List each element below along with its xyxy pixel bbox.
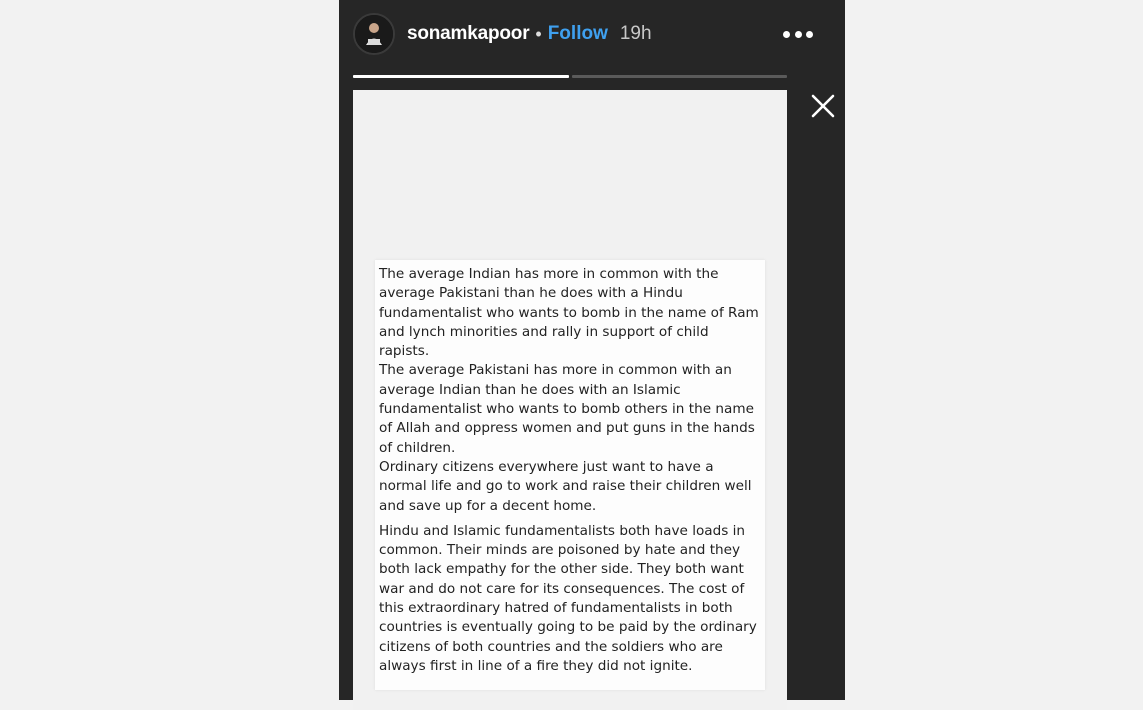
paragraph-2: The average Pakistani has more in common with an average Indian than he does with an Islamic fundamentalist who wants to bomb others in the name of Allah and oppress women and put guns in the hands of children.	[379, 362, 755, 456]
paragraph-4: Hindu and Islamic fundamentalists both have loads in common. Their minds are poisoned by hate and they both lack empathy for the other side. They both want war and do not care for its consequences. The cost of this extraordinary hatred of fundamentalists in both countries is eventually going to be paid by the ordinary citizens of both countries and the soldiers who are always first in line of a fire they did not ignite.	[379, 522, 757, 674]
username[interactable]: sonamkapoor	[407, 23, 530, 44]
story-header	[353, 12, 833, 56]
progress-segment	[353, 75, 569, 78]
more-options-icon[interactable]	[783, 22, 813, 46]
story-viewer	[339, 0, 845, 700]
paragraph-1: The average Indian has more in common with the average Pakistani than he does with a Hindu fundamentalist who wants to bomb in the name of Ram and lynch minorities and rally in support of child rapists.	[379, 266, 759, 360]
paragraph-3: Ordinary citizens everywhere just want to have a normal life and go to work and raise their children well and save up for a decent home.	[379, 458, 752, 514]
more-dot	[806, 31, 813, 38]
story-content[interactable]	[353, 90, 787, 710]
post-time: 19h	[619, 23, 652, 44]
more-dot	[783, 31, 790, 38]
progress-fill	[353, 75, 569, 78]
person-icon	[355, 15, 393, 53]
progress-segment	[572, 75, 788, 78]
avatar[interactable]	[353, 13, 395, 55]
follow-button[interactable]: Follow	[547, 23, 608, 44]
more-dot	[795, 31, 802, 38]
close-icon[interactable]	[809, 92, 837, 120]
separator-dot: •	[535, 23, 542, 44]
text-note	[375, 260, 765, 690]
story-progress	[353, 75, 787, 79]
